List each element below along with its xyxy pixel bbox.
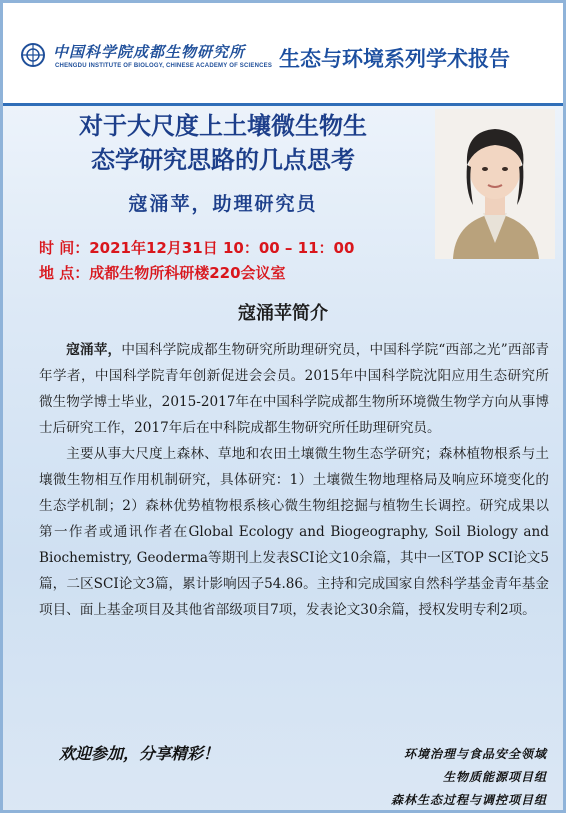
welcome-text: 欢迎参加，分享精彩！ xyxy=(59,744,220,763)
institute-name-cn: 中国科学院成都生物研究所 xyxy=(53,43,246,61)
talk-place: 地 点：成都生物所科研楼220会议室 xyxy=(39,264,286,282)
speaker-name: 寇涌苹，助理研究员 xyxy=(128,193,318,215)
talk-time: 时 间：2021年12月31日 10：00 – 11：00 xyxy=(39,239,355,257)
organizer-3: 森林生态过程与调控项目组 xyxy=(390,793,547,807)
bio-paragraph-1 xyxy=(39,337,549,441)
talk-title-line-2: 态学研究思路的几点思考 xyxy=(91,145,355,174)
series-title: 生态与环境系列学术报告 xyxy=(279,47,510,71)
talk-title xyxy=(23,109,423,177)
institute-logo-icon xyxy=(21,43,45,67)
speaker-photo xyxy=(435,109,555,259)
organizer-list xyxy=(391,743,547,812)
talk-title-line-1: 对于大尺度上土壤微生物生 xyxy=(79,111,367,140)
organizer-2: 生物质能源项目组 xyxy=(442,770,547,784)
organizer-1: 环境治理与食品安全领域 xyxy=(403,747,547,761)
institute-name-en: CHENGDU INSTITUTE OF BIOLOGY, CHINESE ACADEMY OF SCIENCES xyxy=(55,63,273,69)
bio-paragraph-1-text: 中国科学院成都生物研究所助理研究员，中国科学院“西部之光”西部青年学者，中国科学院青年创新促进会会员。2015年中国科学院沈阳应用生态研究所微生物学博士毕业，2015-2017年在中国科学院成都生物所环境微生物学方向从事博士后研究工作，2017年后在中科院成都生物研究所任助理研究员。 xyxy=(39,342,550,436)
poster-header xyxy=(3,3,563,106)
bio-speaker-name: 寇涌苹， xyxy=(66,342,122,358)
bio-body xyxy=(39,337,549,623)
bio-paragraph-2: 主要从事大尺度上森林、草地和农田土壤微生物生态学研究；森林植物根系与土壤微生物相互作用机制研究，具体研究：1）土壤微生物地理格局及响应环境变化的生态学机制；2）森林优势植物根系核心微生物组挖掘与植物生长调控。研究成果以第一作者或通讯作者在Global Ecology and Biogeography, Soil Biology and Biochemistry, Geoderma等期刊上发表SCI论文10余篇，其中一区TOP SCI论文5篇，二区SCI论文3篇，累计影响因子54.86。主持和完成国家自然科学基金青年基金项目、面上基金项目及其他省部级项目7项，发表论文30余篇，授权发明专利2项。 xyxy=(39,446,549,618)
bio-heading: 寇涌苹简介 xyxy=(238,303,328,324)
